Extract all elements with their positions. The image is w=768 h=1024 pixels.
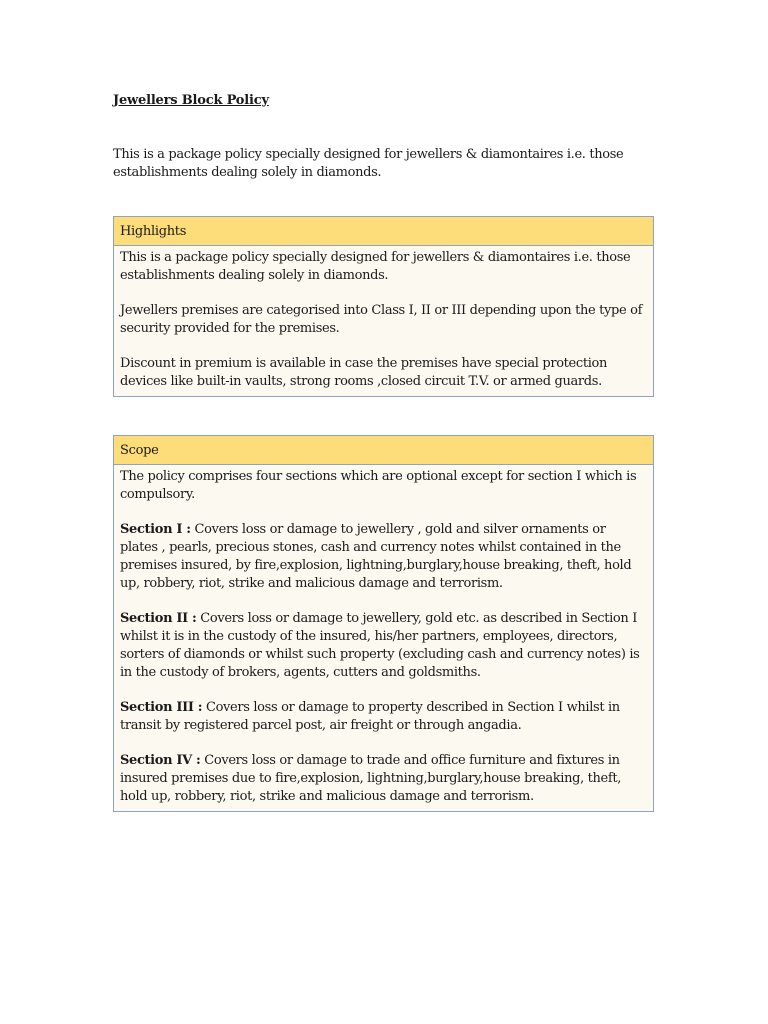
section-label: Section III : <box>120 700 203 715</box>
scope-section-1 <box>120 521 647 593</box>
scope-section-4 <box>120 752 647 806</box>
page-title: Jewellers Block Policy <box>113 93 269 108</box>
scope-body <box>114 465 653 811</box>
scope-section-2 <box>120 610 647 682</box>
scope-section-3 <box>120 699 647 735</box>
scope-box <box>113 435 654 812</box>
highlights-heading: Highlights <box>114 217 653 246</box>
highlights-paragraph: Jewellers premises are categorised into Class I, II or III depending upon the type of security provided for the premises. <box>120 303 643 336</box>
highlights-body <box>114 246 653 396</box>
intro-paragraph: This is a package policy specially designed for jewellers & diamontaires i.e. those establishments dealing solely in diamonds. <box>113 147 624 180</box>
section-label: Section I : <box>120 522 191 537</box>
section-text: Covers loss or damage to jewellery, gold etc. as described in Section I whilst it is in the custody of the insured, his/her partners, employees, directors, sorters of diamonds or whilst such property (excluding cash and currency notes) is in the custody of brokers, agents, cutters and goldsmiths. <box>120 611 640 680</box>
highlights-paragraph: Discount in premium is available in case the premises have special protection devices like built-in vaults, strong rooms ,closed circuit T.V. or armed guards. <box>120 356 607 389</box>
highlights-paragraph: This is a package policy specially designed for jewellers & diamontaires i.e. those establishments dealing solely in diamonds. <box>120 250 631 283</box>
scope-intro: The policy comprises four sections which are optional except for section I which is compulsory. <box>120 469 637 502</box>
section-label: Section II : <box>120 611 197 626</box>
highlights-box <box>113 216 654 397</box>
section-label: Section IV : <box>120 753 201 768</box>
section-text: Covers loss or damage to jewellery , gold and silver ornaments or plates , pearls, precious stones, cash and currency notes whilst contained in the premises insured, by fire,explosion, lightning,burglary,house breaking, theft, hold up, robbery, riot, strike and malicious damage and terrorism. <box>120 522 632 591</box>
section-text: Covers loss or damage to trade and office furniture and fixtures in insured premises due to fire,explosion, lightning,burglary,house breaking, theft, hold up, robbery, riot, strike and malicious damage and terrorism. <box>120 753 622 804</box>
scope-heading: Scope <box>114 436 653 465</box>
section-text: Covers loss or damage to property described in Section I whilst in transit by registered parcel post, air freight or through angadia. <box>120 700 620 733</box>
